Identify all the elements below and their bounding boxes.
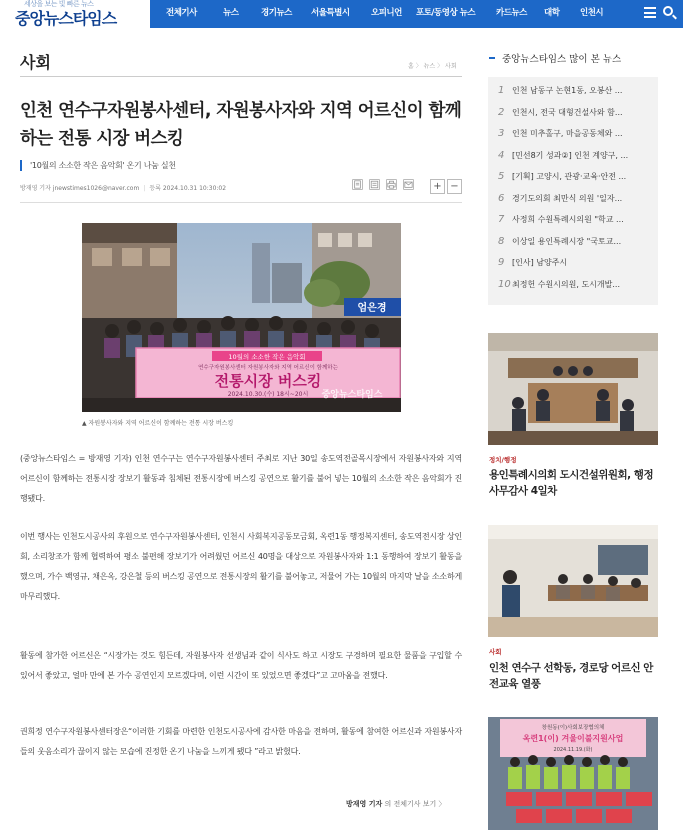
search-icon[interactable]: [663, 6, 673, 16]
author-name: 방재영 기자: [346, 800, 383, 808]
article-list-icon[interactable]: [369, 179, 380, 190]
nav-item[interactable]: 전체기사: [166, 8, 197, 18]
busking-event-photo: [82, 223, 401, 412]
side-article-image[interactable]: [488, 333, 658, 445]
popular-news-item[interactable]: [498, 150, 653, 161]
font-size-decrease-button[interactable]: −: [447, 179, 462, 194]
publish-date: 등록 2024.10.31 10:30:02: [149, 185, 227, 192]
photo-banner-line3: 2024.11.19.(화): [553, 747, 593, 753]
popular-news-list: [488, 77, 658, 305]
author-link-label: 의 전체기사 보기 〉: [382, 800, 446, 808]
main-nav: [166, 0, 620, 28]
site-slogan: 세상을 보는 빛 빠른 뉴스: [24, 0, 94, 8]
popular-item-title: 최정헌 수원시의원, 도시개발...: [512, 279, 620, 289]
popular-rank: 6: [498, 192, 505, 204]
article-photo[interactable]: [82, 223, 401, 412]
nav-item[interactable]: 경기뉴스: [261, 8, 292, 18]
popular-rank: 2: [498, 106, 505, 118]
side-article-image[interactable]: [488, 525, 658, 637]
popular-news-item[interactable]: [498, 193, 653, 204]
print-preview-icon[interactable]: [352, 179, 363, 190]
subtitle-accent: [20, 160, 22, 171]
photo-caption: ▲ 자원봉사자와 지역 어르신이 함께하는 전통 시장 버스킹: [82, 420, 234, 427]
article-tools: [352, 179, 414, 190]
popular-item-title: 인천 남동구 논현1동, 오봉산 ...: [512, 86, 623, 95]
byline-divider: [20, 202, 462, 203]
popular-item-title: 이상일 용인특례시장 "국토교...: [512, 236, 622, 246]
popular-item-title: [인사] 남양주시: [512, 258, 568, 267]
nav-item[interactable]: 카드뉴스: [496, 8, 527, 18]
popular-rank: 4: [498, 149, 505, 161]
article-byline: 방재영 기자 jnewstimes1026@naver.com | 등록 2024.10.31 10:30:02: [20, 185, 227, 192]
popular-news-title: [490, 51, 621, 65]
popular-news-item[interactable]: [498, 128, 653, 139]
nav-item[interactable]: 뉴스: [223, 8, 239, 18]
article-paragraph: 활동에 참가한 어르신은 “시장가는 것도 힘든데, 자원봉사자 선생님과 같이 식사도 하고 시장도 구경하며 필요한 물품을 구입할 수 있어서 좋았고, 얼마 만에 본 가수 공연인지 모르겠다며, 이런 시간이 또 있었으면 좋겠다”고 고마움을 전했다.: [20, 651, 462, 680]
popular-rank: 9: [498, 257, 505, 268]
banner-date-text: 2024.10.30.(수) 18시~20시: [227, 391, 309, 398]
hamburger-menu-icon[interactable]: [644, 7, 656, 18]
print-icon[interactable]: [386, 179, 397, 190]
nav-item[interactable]: 포토/동영상 뉴스: [416, 8, 476, 18]
popular-item-title: [기획] 고양시, 관광·교육·안전 ...: [512, 172, 627, 181]
banner-mid-text: 연수구자원봉사센터 자원봉사자와 지역 어르신이 함께하는: [198, 365, 338, 371]
site-logo[interactable]: [0, 0, 150, 28]
photo-banner-line1: 창원동(이)사회보장협의체: [541, 725, 605, 731]
popular-news-title-text: 중앙뉴스타임스 많이 본 뉴스: [502, 54, 622, 65]
site-logo-text: 중앙뉴스타임스: [15, 9, 117, 28]
section-divider: [20, 76, 462, 77]
top-navigation-bar: [0, 0, 683, 28]
banner-main-text: 전통시장 버스킹: [214, 372, 322, 390]
font-size-increase-button[interactable]: +: [430, 179, 445, 194]
breadcrumb[interactable]: 홈 〉 뉴스 〉 사회: [408, 63, 457, 70]
council-meeting-photo: [488, 333, 658, 445]
popular-news-item[interactable]: [498, 85, 653, 96]
reporter-info: 방재영 기자 jnewstimes1026@naver.com: [20, 185, 140, 192]
popular-rank: 1: [498, 85, 505, 96]
popular-item-title: 인천 미추홀구, 마을공동체와 ...: [512, 129, 623, 138]
popular-rank: 10: [498, 278, 511, 290]
popular-news-item[interactable]: [498, 236, 653, 247]
side-article-image[interactable]: [488, 717, 658, 830]
nav-item[interactable]: 오피니언: [371, 8, 402, 18]
popular-item-title: 인천시, 전국 대형건설사와 함...: [512, 107, 623, 117]
banner-top-text: 10월의 소소한 작은 음악회: [228, 353, 306, 361]
popular-news-item[interactable]: [498, 107, 653, 118]
author-articles-link[interactable]: [346, 799, 445, 809]
nav-item[interactable]: 인천시: [580, 8, 604, 18]
popular-rank: 5: [498, 171, 505, 182]
senior-center-photo: [488, 525, 658, 637]
popular-item-title: 사정희 수원특례시의원 "학교 ...: [512, 215, 624, 224]
nav-item[interactable]: 서울특별시: [311, 8, 350, 18]
side-article-category[interactable]: 정치/행정: [489, 456, 517, 464]
side-article-title[interactable]: 용인특례시의회 도시건설위원회, 행정사무감사 4일차: [489, 469, 654, 497]
popular-rank: 8: [498, 235, 505, 247]
side-article-title[interactable]: 인천 연수구 선학동, 경로당 어르신 안전교육 열풍: [489, 662, 653, 690]
side-article-category[interactable]: 사회: [489, 648, 502, 656]
popular-news-item[interactable]: [498, 257, 653, 268]
article-headline: 인천 연수구자원봉사센터, 자원봉사자와 지역 어르신이 함께하는 전통 시장 버스킹: [20, 101, 462, 149]
article-paragraph: (중앙뉴스타임스 = 방재영 기자) 인천 연수구는 연수구자원봉사센터 주최로 지난 30일 송도역전골목시장에서 자원봉사자와 지역 어르신이 함께하는 전통시장 장보기 활동과 침체된 전통시장에 버스킹 공연으로 활기를 불어 넣는 10월의 소소한 작은 음악회가 진행됐다.: [20, 454, 462, 503]
article-paragraph: 이번 행사는 인천도시공사의 후원으로 연수구자원봉사센터, 인천시 사회복지공동모금회, 옥련1동 행정복지센터, 송도역전시장 상인회, 소리창조가 함께 협력하여 평소 불편해 장보기가 어려웠던 어르신 40명을 대상으로 자원봉사자와 1:1 동행하여 장보기 활동을 했으며, 가수 백영규, 채은옥, 강은철 등의 버스킹 공연으로 전통시장의 활기를 불어놓고, 저물어 가는 10월의 마지막 날을 소소하게 마무리했다.: [20, 532, 462, 601]
popular-rank: 3: [498, 128, 505, 139]
popular-rank: 7: [498, 214, 505, 225]
shop-sign: 엄은경: [357, 303, 387, 314]
blanket-support-photo: [488, 717, 658, 830]
section-title: 사회: [20, 53, 51, 72]
popular-news-item[interactable]: [498, 214, 653, 225]
popular-news-item[interactable]: [498, 279, 653, 290]
email-icon[interactable]: [403, 179, 414, 190]
nav-item[interactable]: 대학: [544, 8, 560, 18]
article-paragraph: 권희정 연수구자원봉사센터장은“이러한 기회를 마련한 인천도시공사에 감사한 마음을 전하며, 활동에 참여한 어르신과 자원봉사자들의 웃음소리가 끊이지 않는 모습에 진정한 온기 나눔을 느끼게 됐다 ”라고 밝혔다.: [20, 727, 462, 756]
photo-banner-line2: 옥련1(이) 겨울이불지원사업: [522, 734, 624, 743]
photo-watermark: 중앙뉴스타임스: [321, 390, 383, 400]
popular-item-title: 경기도의회 최만식 의원 '일자...: [512, 193, 623, 203]
article-subtitle: '10월의 소소한 작은 음악회' 온기 나눔 실천: [30, 161, 176, 170]
popular-news-item[interactable]: [498, 171, 653, 182]
popular-item-title: [민선8기 성과②] 인천 계양구, ...: [512, 150, 629, 160]
